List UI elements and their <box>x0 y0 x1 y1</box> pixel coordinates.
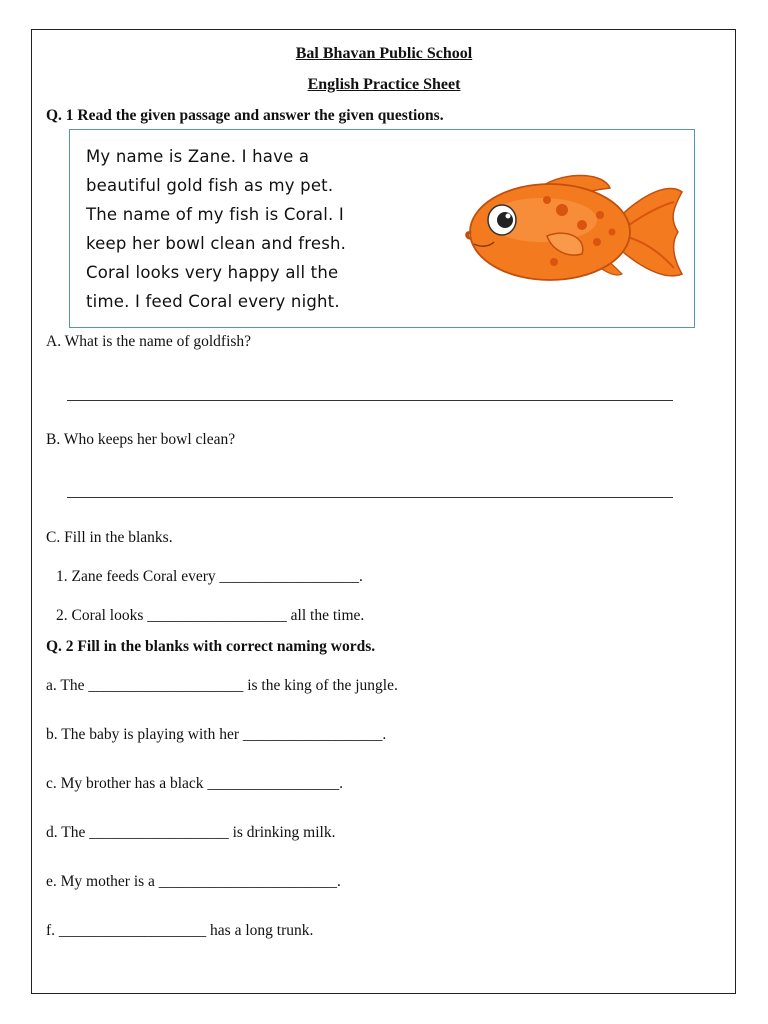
passage-line: My name is Zane. I have a <box>86 147 310 166</box>
passage-box <box>69 129 695 328</box>
passage-text <box>86 142 346 316</box>
question-c: C. Fill in the blanks. <box>46 529 173 546</box>
q2-item-b[interactable]: b. The baby is playing with her __________________. <box>46 726 387 743</box>
answer-line-a[interactable] <box>67 400 673 401</box>
passage-line: keep her bowl clean and fresh. <box>86 234 347 253</box>
question-a: A. What is the name of goldfish? <box>46 333 252 350</box>
passage-line: time. I feed Coral every night. <box>86 292 340 311</box>
q2-item-f[interactable]: f. ___________________ has a long trunk. <box>46 922 314 939</box>
q1-heading: Q. 1 Read the given passage and answer the given questions. <box>46 107 444 124</box>
blank-1[interactable]: 1. Zane feeds Coral every __________________. <box>56 568 363 585</box>
passage-line: beautiful gold fish as my pet. <box>86 176 334 195</box>
q2-item-e[interactable]: e. My mother is a _______________________. <box>46 873 341 890</box>
goldfish-illustration <box>442 170 688 288</box>
question-b: B. Who keeps her bowl clean? <box>46 431 236 448</box>
sheet-title: English Practice Sheet <box>307 76 461 93</box>
blank-2[interactable]: 2. Coral looks __________________ all the time. <box>56 607 365 624</box>
passage-line: The name of my fish is Coral. I <box>86 205 344 224</box>
q2-item-c[interactable]: c. My brother has a black _________________. <box>46 775 344 792</box>
answer-line-b[interactable] <box>67 497 673 498</box>
school-title: Bal Bhavan Public School <box>295 45 473 62</box>
q2-heading: Q. 2 Fill in the blanks with correct naming words. <box>46 638 376 655</box>
passage-line: Coral looks very happy all the <box>86 263 339 282</box>
q2-item-d[interactable]: d. The __________________ is drinking milk. <box>46 824 336 841</box>
q2-item-a[interactable]: a. The ____________________ is the king of the jungle. <box>46 677 398 694</box>
